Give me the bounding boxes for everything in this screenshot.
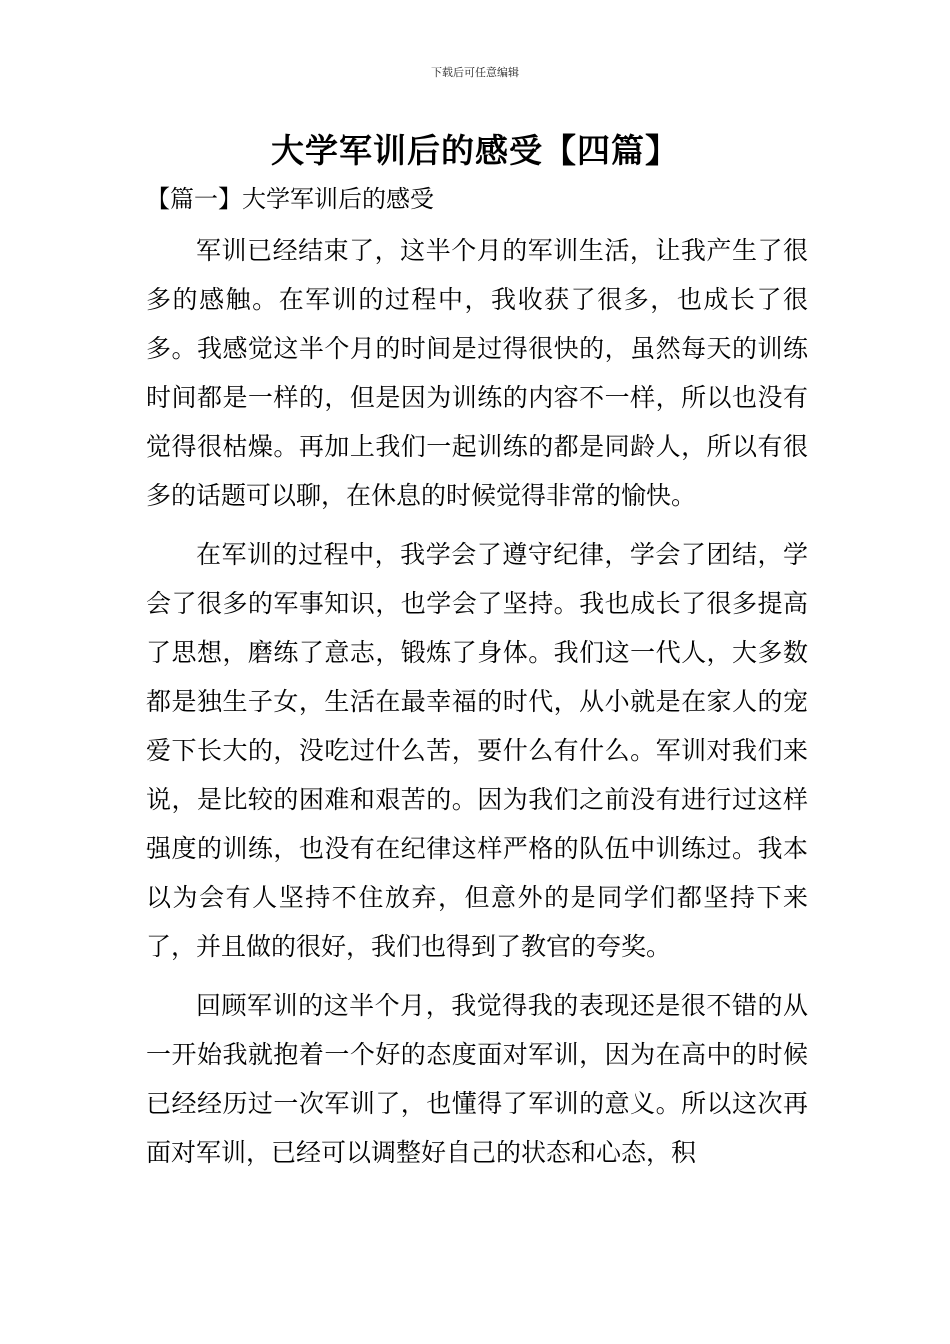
body-text — [146, 226, 808, 1177]
header-note: 下载后可任意编辑 — [431, 66, 519, 79]
paragraph-3: 回顾军训的这半个月，我觉得我的表现还是很不错的从一开始我就抱着一个好的态度面对军训，因为在高中的时候已经经历过一次军训了，也懂得了军训的意义。所以这次再面对军训，已经可以调整好自己的状态和心态，积 — [146, 991, 808, 1167]
paragraph-1: 军训已经结束了，这半个月的军训生活，让我产生了很多的感触。在军训的过程中，我收获了很多，也成长了很多。我感觉这半个月的时间是过得很快的，虽然每天的训练时间都是一样的，但是因为训练的内容不一样，所以也没有觉得很枯燥。再加上我们一起训练的都是同龄人，所以有很多的话题可以聊，在休息的时候觉得非常的愉快。 — [146, 236, 808, 510]
section-heading: 【篇一】大学军训后的感受 — [146, 185, 434, 213]
document-title: 大学军训后的感受【四篇】 — [271, 131, 679, 170]
paragraph-2: 在军训的过程中，我学会了遵守纪律，学会了团结，学会了很多的军事知识，也学会了坚持。我也成长了很多提高了思想，磨练了意志，锻炼了身体。我们这一代人，大多数都是独生子女，生活在最幸福的时代，从小就是在家人的宠爱下长大的，没吃过什么苦，要什么有什么。军训对我们来说，是比较的困难和艰苦的。因为我们之前没有进行过这样强度的训练，也没有在纪律这样严格的队伍中训练过。我本以为会有人坚持不住放弃，但意外的是同学们都坚持下来了，并且做的很好，我们也得到了教官的夸奖。 — [146, 540, 808, 961]
